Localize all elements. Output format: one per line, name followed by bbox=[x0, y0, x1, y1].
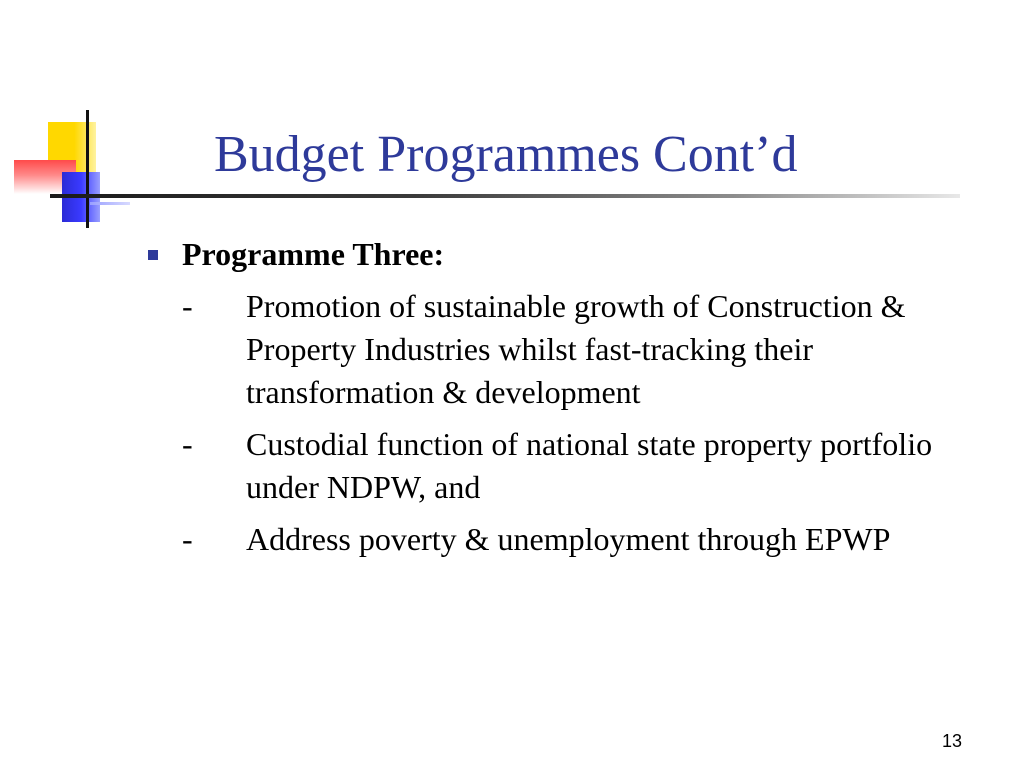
page-number: 13 bbox=[941, 731, 962, 751]
dash-marker: - bbox=[182, 426, 193, 462]
bullet-programme bbox=[140, 232, 960, 276]
list-item-text: Promotion of sustainable growth of Construction & Property Industries whilst fast-tracking their transformation & development bbox=[246, 288, 914, 410]
list-item bbox=[140, 285, 960, 414]
list-item-text: Address poverty & unemployment through EPWP bbox=[246, 521, 891, 557]
title-underline-accent bbox=[90, 202, 130, 205]
square-bullet-icon bbox=[148, 250, 158, 260]
list-item-text: Custodial function of national state property portfolio under NDPW, and bbox=[246, 426, 941, 505]
dash-marker: - bbox=[182, 288, 193, 324]
bullet-heading: Programme Three: bbox=[182, 236, 445, 272]
slide-title: Budget Programmes Cont’d bbox=[214, 126, 798, 183]
title-underline bbox=[50, 194, 960, 198]
slide-body bbox=[140, 232, 960, 561]
list-item bbox=[140, 423, 960, 509]
dash-marker: - bbox=[182, 521, 193, 557]
list-item bbox=[140, 518, 960, 561]
vertical-rule bbox=[86, 110, 89, 228]
sub-item-list bbox=[140, 285, 960, 561]
